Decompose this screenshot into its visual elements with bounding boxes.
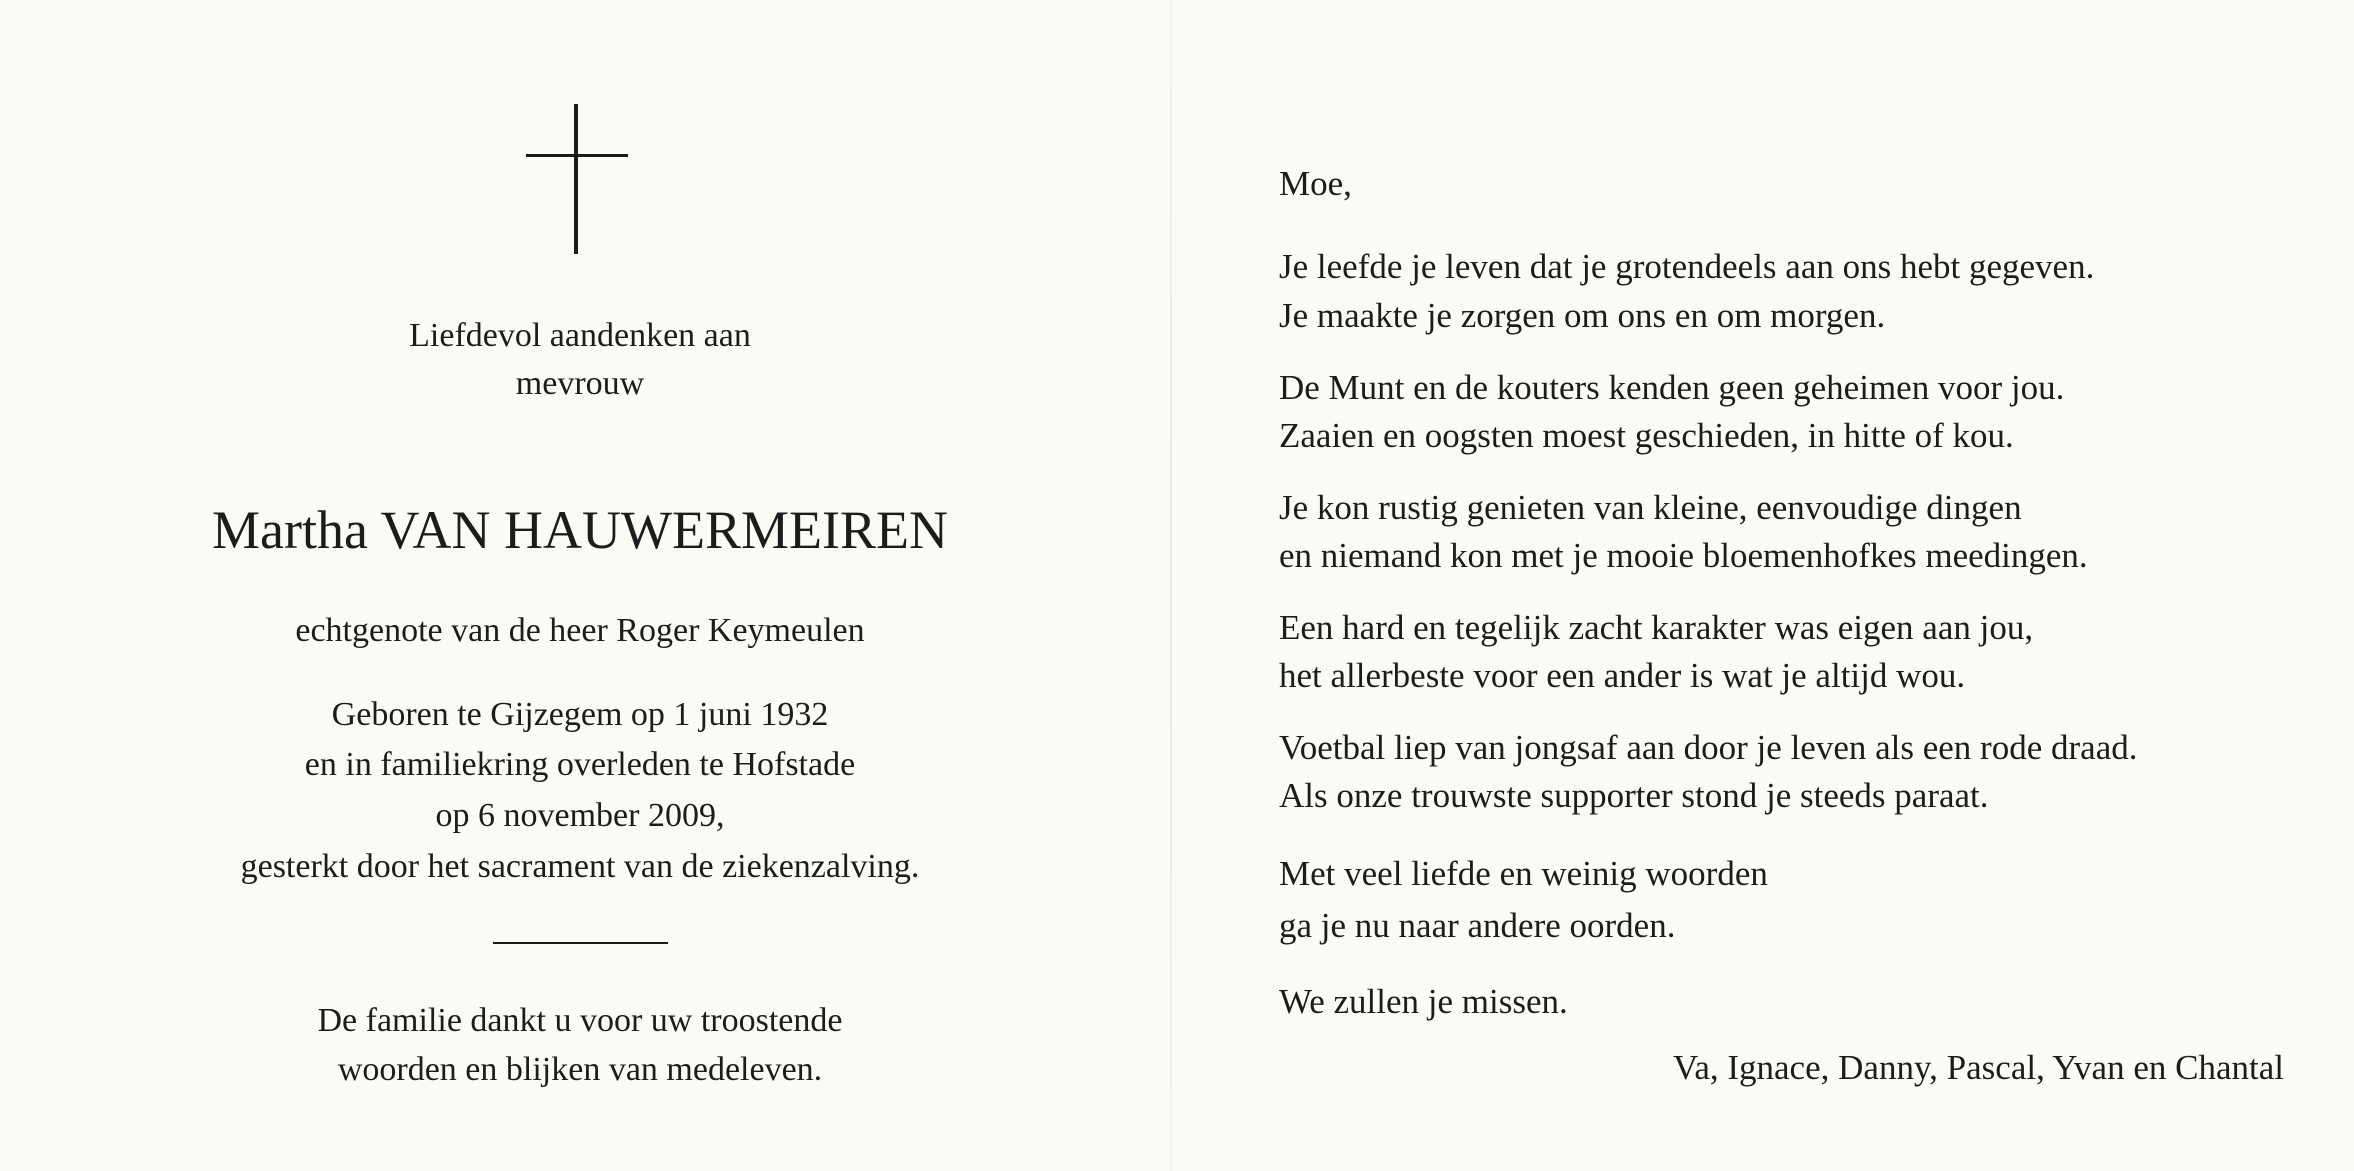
honorific: mevrouw bbox=[515, 365, 645, 402]
poem-line: Een hard en tegelijk zacht karakter was eigen aan jou, bbox=[1279, 608, 2034, 647]
cross-icon bbox=[526, 104, 628, 254]
thanks-line-1: De familie dankt u voor uw troostende bbox=[317, 1002, 843, 1039]
left-panel bbox=[0, 0, 1170, 1171]
death-line-2: op 6 november 2009, bbox=[435, 797, 725, 834]
birth-line: Geboren te Gijzegem op 1 juni 1932 bbox=[331, 696, 829, 733]
family-signature: Va, Ignace, Danny, Pascal, Yvan en Chantal bbox=[1672, 1048, 2284, 1087]
poem-line: Als onze trouwste supporter stond je steeds paraat. bbox=[1279, 776, 1989, 815]
deceased-name: Martha VAN HAUWERMEIREN bbox=[212, 500, 948, 560]
thanks-line-2: woorden en blijken van medeleven. bbox=[337, 1051, 823, 1088]
poem-line: Met veel liefde en weinig woorden bbox=[1279, 854, 1768, 893]
poem-line: Voetbal liep van jongsaf aan door je leven als een rode draad. bbox=[1279, 728, 2138, 767]
poem-line: en niemand kon met je mooie bloemenhofkes meedingen. bbox=[1279, 536, 2088, 575]
intro-text: Liefdevol aandenken aan bbox=[409, 317, 751, 354]
poem-line: ga je nu naar andere oorden. bbox=[1279, 906, 1676, 945]
spouse-line: echtgenote van de heer Roger Keymeulen bbox=[295, 612, 865, 649]
death-line-1: en in familiekring overleden te Hofstade bbox=[304, 746, 856, 783]
poem-salutation: Moe, bbox=[1279, 164, 1352, 203]
cross-vertical-bar bbox=[574, 104, 578, 254]
poem-line: De Munt en de kouters kenden geen geheimen voor jou. bbox=[1279, 368, 2065, 407]
poem-line: het allerbeste voor een ander is wat je altijd wou. bbox=[1279, 656, 1966, 695]
poem-line: Je maakte je zorgen om ons en om morgen. bbox=[1279, 296, 1886, 335]
cross-horizontal-bar bbox=[526, 154, 628, 157]
poem-line: We zullen je missen. bbox=[1279, 982, 1568, 1021]
divider-line bbox=[493, 942, 668, 944]
poem-line: Zaaien en oogsten moest geschieden, in hitte of kou. bbox=[1279, 416, 2014, 455]
sacrament-line: gesterkt door het sacrament van de ziekenzalving. bbox=[240, 848, 920, 885]
right-panel bbox=[1172, 0, 2354, 1171]
poem-line: Je leefde je leven dat je grotendeels aan ons hebt gegeven. bbox=[1279, 247, 2095, 286]
poem-line: Je kon rustig genieten van kleine, eenvoudige dingen bbox=[1279, 488, 2022, 527]
